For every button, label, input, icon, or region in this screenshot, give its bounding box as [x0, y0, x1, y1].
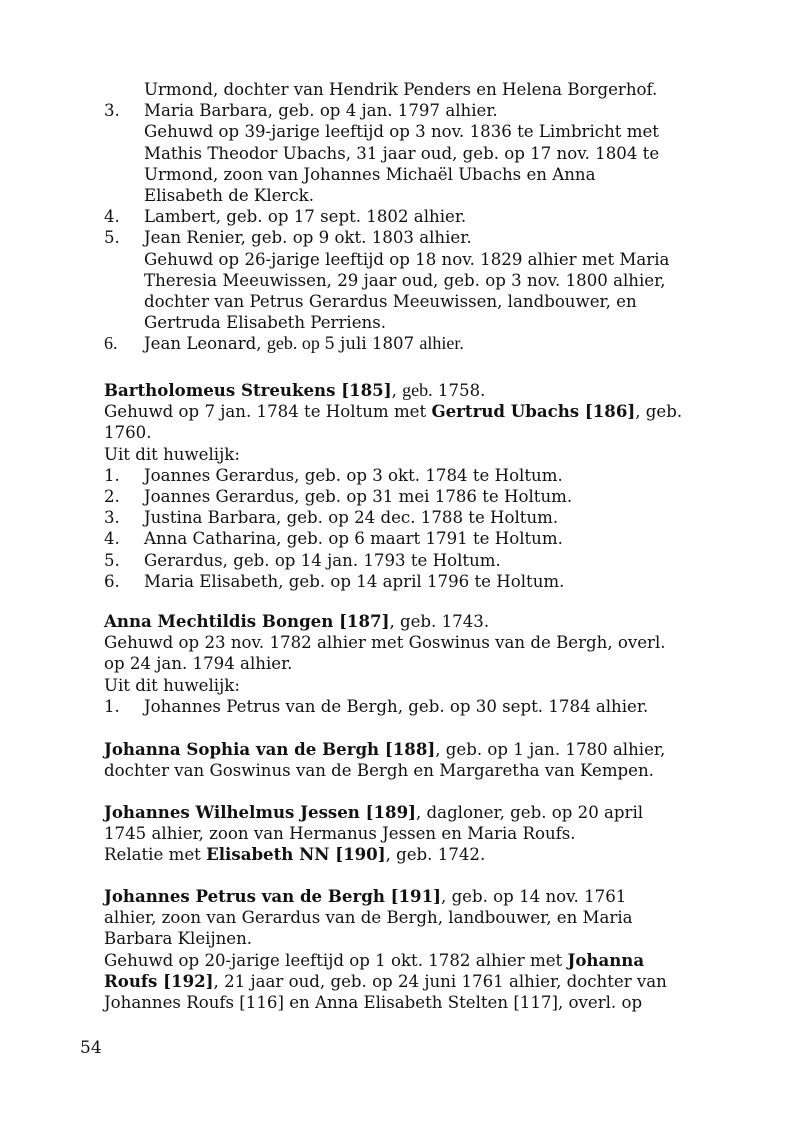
item-line: Lambert, geb. op 17 sept. 1802 alhier. — [144, 207, 467, 227]
item-number: 1. — [104, 465, 120, 485]
item-text: 5 juli 1807 — [324, 334, 420, 354]
child-item — [104, 486, 724, 507]
spouse-name: Johanna — [567, 949, 645, 970]
item-number: 6. — [104, 571, 120, 591]
entry-text: 1758. — [432, 381, 486, 400]
item-number: 4. — [104, 207, 120, 227]
entry-text: , geb. — [635, 402, 683, 422]
children-intro: Uit dit huwelijk: — [104, 675, 240, 695]
child-item — [104, 528, 724, 549]
item-text: Jean Leonard, — [144, 334, 267, 354]
item-line: Maria Barbara, geb. op 4 jan. 1797 alhier. — [144, 101, 498, 121]
list-item — [104, 333, 724, 354]
entry-text: Johannes Roufs [116] en Anna Elisabeth Stelten [117], overl. op — [104, 993, 643, 1013]
entry-text: Gehuwd op 23 nov. 1782 alhier met Goswinus van de Bergh, overl. — [104, 633, 666, 653]
spouse-name: Gertrud Ubachs [186] — [431, 401, 636, 422]
child-text: Joannes Gerardus, geb. op 31 mei 1786 te Holtum. — [144, 487, 573, 507]
child-item — [104, 507, 724, 528]
entry-text: Barbara Kleijnen. — [104, 929, 253, 949]
item-number: 4. — [104, 529, 120, 549]
entry-text: Gehuwd op 7 jan. 1784 te Holtum met — [104, 402, 432, 422]
entry-text: , 21 jaar oud, geb. op 24 juni 1761 alhier, dochter van — [213, 971, 667, 991]
entry-text: , dagloner, geb. op 20 april — [416, 803, 644, 822]
person-name: Johannes Wilhelmus Jessen [189] — [104, 802, 416, 822]
entry-bongen — [104, 611, 724, 717]
entry-text: op 24 jan. 1794 alhier. — [104, 654, 293, 674]
child-text: Anna Catharina, geb. op 6 maart 1791 te Holtum. — [144, 529, 563, 549]
entry-text: , geb. op 14 nov. 1761 — [441, 887, 627, 906]
child-text: Joannes Gerardus, geb. op 3 okt. 1784 te Holtum. — [144, 465, 563, 485]
entry-text: Gehuwd op 20-jarige leeftijd op 1 okt. 1782 alhier met — [104, 950, 568, 970]
item-number: 1. — [104, 696, 120, 716]
item-line: Gehuwd op 26-jarige leeftijd op 18 nov. 1829 alhier met Maria — [144, 249, 670, 269]
child-item — [104, 550, 724, 571]
item-number: 3. — [104, 101, 120, 121]
child-item — [104, 465, 724, 486]
person-name: Anna Mechtildis Bongen [187] — [104, 611, 390, 631]
child-text: Justina Barbara, geb. op 24 dec. 1788 te Holtum. — [144, 508, 559, 528]
entry-text: geb. — [402, 380, 433, 400]
entry-text: dochter van Goswinus van de Bergh en Margaretha van Kempen. — [104, 761, 654, 781]
spouse-name: Roufs [192] — [104, 970, 214, 991]
item-text: geb. op — [266, 333, 325, 354]
child-text: Maria Elisabeth, geb. op 14 april 1796 te Holtum. — [144, 571, 565, 591]
item-number: 6. — [104, 333, 118, 354]
item-number: 2. — [104, 487, 120, 507]
person-name: Johanna Sophia van de Bergh [188] — [104, 739, 436, 759]
item-text: alhier. — [419, 333, 464, 354]
entry-text: , geb. op 1 jan. 1780 alhier, — [435, 740, 666, 759]
list-item — [104, 100, 724, 206]
top-section — [104, 79, 724, 355]
entry-text: 1760. — [104, 423, 152, 443]
item-line: Gertruda Elisabeth Perriens. — [144, 313, 387, 333]
continuation-line: Urmond, dochter van Hendrik Penders en Helena Borgerhof. — [144, 80, 658, 99]
item-line: Gehuwd op 39-jarige leeftijd op 3 nov. 1836 te Limbricht met — [144, 122, 659, 142]
child-text: Gerardus, geb. op 14 jan. 1793 te Holtum. — [144, 550, 501, 570]
entry-text: , geb. 1742. — [385, 845, 486, 865]
entry-text: Relatie met — [104, 845, 207, 865]
list-item — [104, 206, 724, 227]
item-line: Urmond, zoon van Johannes Michaël Ubachs en Anna — [144, 164, 596, 184]
child-item — [104, 696, 724, 717]
person-name: Johannes Petrus van de Bergh [191] — [104, 886, 442, 906]
entry-jessen — [104, 802, 724, 866]
person-name: Bartholomeus Streukens [185] — [104, 380, 392, 400]
entry-streukens — [104, 380, 724, 592]
list-item — [104, 227, 724, 333]
item-number: 5. — [104, 228, 120, 248]
entry-text: 1745 alhier, zoon van Hermanus Jessen en Maria Roufs. — [104, 824, 576, 844]
item-line: Elisabeth de Klerck. — [144, 186, 315, 206]
partner-name: Elisabeth NN [190] — [206, 844, 386, 865]
entry-text: alhier, zoon van Gerardus van de Bergh, landbouwer, en Maria — [104, 908, 633, 928]
children-intro: Uit dit huwelijk: — [104, 444, 240, 464]
item-line: Jean Renier, geb. op 9 okt. 1803 alhier. — [144, 228, 472, 248]
entry-sophia — [104, 739, 724, 781]
entry-text: , geb. 1743. — [389, 612, 490, 631]
entry-text: , — [391, 381, 403, 400]
child-item — [104, 571, 724, 592]
item-line: dochter van Petrus Gerardus Meeuwissen, landbouwer, en — [144, 292, 637, 312]
item-line: Theresia Meeuwissen, 29 jaar oud, geb. op 3 nov. 1800 alhier, — [144, 270, 666, 290]
item-number: 5. — [104, 550, 120, 570]
page-number: 54 — [80, 1038, 102, 1058]
entry-petrus — [104, 886, 724, 1013]
child-text: Johannes Petrus van de Bergh, geb. op 30 sept. 1784 alhier. — [144, 696, 649, 716]
item-line: Mathis Theodor Ubachs, 31 jaar oud, geb. op 17 nov. 1804 te — [144, 143, 660, 163]
item-number: 3. — [104, 508, 120, 528]
